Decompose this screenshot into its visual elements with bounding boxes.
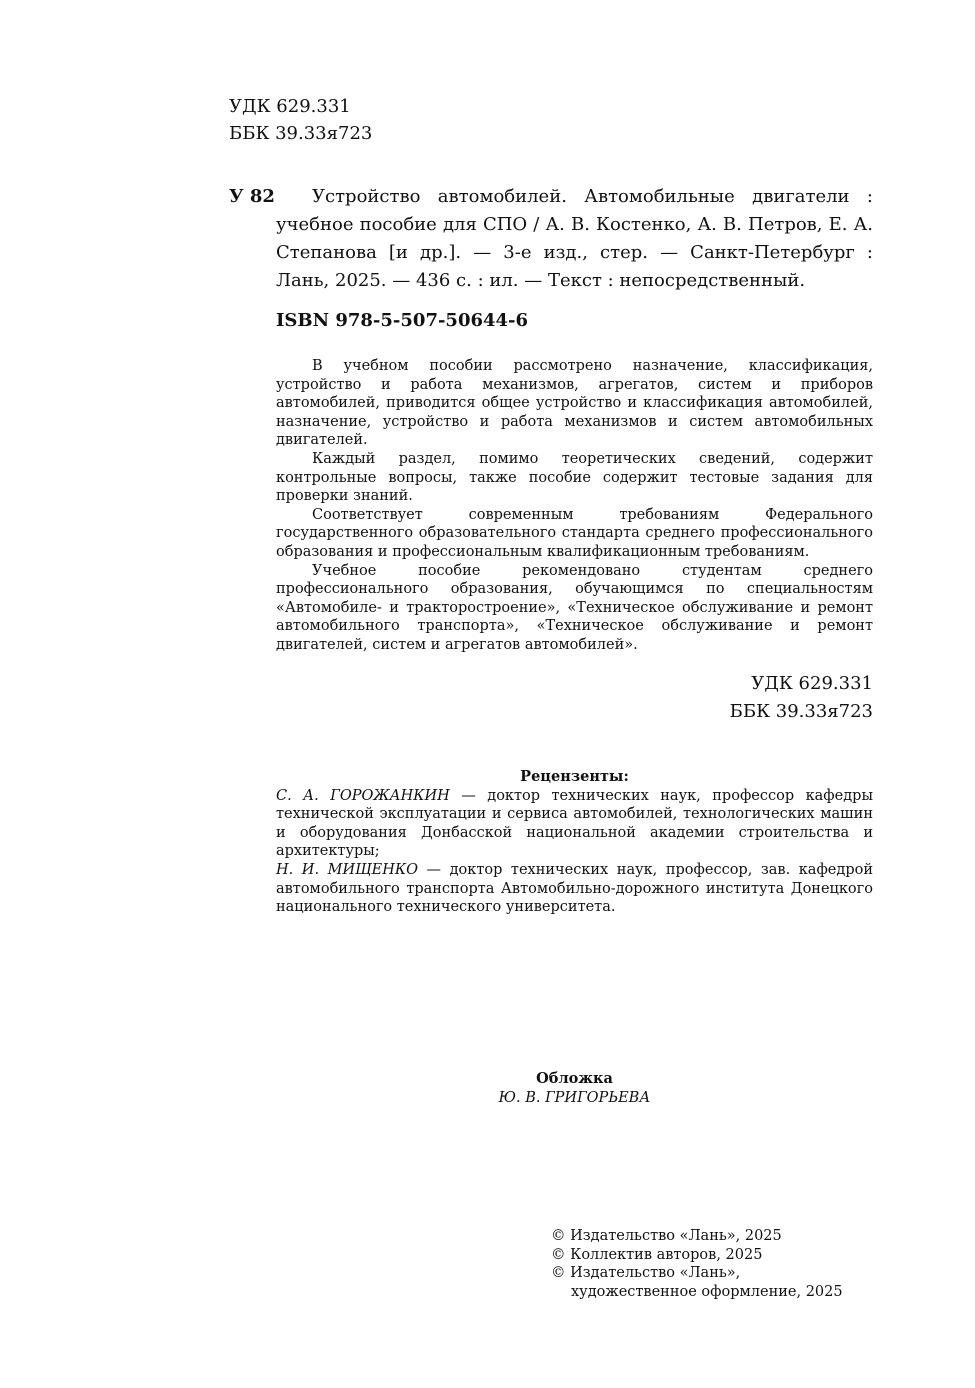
copyright-line: художественное оформление, 2025 bbox=[571, 1283, 843, 1300]
cover-artist: Ю. В. ГРИГОРЬЕВА bbox=[498, 1089, 651, 1106]
author-mark: У 82 bbox=[229, 186, 275, 207]
reviewer-entry bbox=[276, 861, 873, 917]
reviewer-name: Н. И. МИЩЕНКО bbox=[276, 861, 418, 878]
classification-codes-top bbox=[229, 93, 372, 147]
annotation-paragraph: Каждый раздел, помимо теоретических сведений, содержит контрольные вопросы, также пособие содержит тестовые задания для проверки знаний. bbox=[276, 450, 873, 505]
bbk-code: ББК 39.33я723 bbox=[229, 123, 373, 144]
cover-credit bbox=[276, 1070, 873, 1107]
annotation-paragraph: Соответствует современным требованиям Федерального государственного образовательного стандарта среднего профессионального образования и профессиональным квалификационным требованиям. bbox=[276, 506, 873, 560]
reviewer-description: — доктор технических наук, профессор, зав. кафедрой автомобильного транспорта Автомобильно-дорожного института Донецкого национального технического университета. bbox=[276, 861, 873, 916]
annotation-paragraph: В учебном пособии рассмотрено назначение, классификация, устройство и работа механизмов, агрегатов, систем и приборов автомобилей, приводится общее устройство и классификация автомобилей, назначение, устройство и работа механизмов и систем автомобильных двигателей. bbox=[276, 358, 873, 449]
reviewers-section bbox=[276, 768, 873, 917]
copyright-line: © Коллектив авторов, 2025 bbox=[551, 1246, 763, 1263]
udk-code: УДК 629.331 bbox=[751, 673, 873, 694]
classification-codes-bottom bbox=[730, 670, 873, 726]
annotation-paragraph: Учебное пособие рекомендовано студентам среднего профессионального образования, обучающимся по специальностям «Автомобиле- и тракторостроение», «Техническое обслуживание и ремонт автомобильного транспорта», «Техническое обслуживание и ремонт двигателей, систем и агрегатов автомобилей». bbox=[276, 562, 873, 653]
reviewer-entry bbox=[276, 787, 873, 861]
isbn: ISBN 978-5-507-50644-6 bbox=[276, 310, 529, 331]
copyright-block bbox=[551, 1227, 843, 1301]
reviewer-description: — доктор технических наук, профессор кафедры технической эксплуатации и сервиса автомобилей, технологических машин и оборудования Донбасской национальной академии строительства и архитектуры; bbox=[276, 787, 873, 860]
annotation bbox=[276, 357, 873, 655]
reviewers-heading: Рецензенты: bbox=[520, 768, 629, 785]
cover-heading: Обложка bbox=[536, 1070, 613, 1087]
udk-code: УДК 629.331 bbox=[229, 96, 351, 117]
copyright-line: © Издательство «Лань», 2025 bbox=[551, 1228, 782, 1244]
copyright-line: © Издательство «Лань», bbox=[551, 1265, 741, 1282]
bbk-code: ББК 39.33я723 bbox=[729, 701, 873, 722]
reviewer-name: С. А. ГОРОЖАНКИН bbox=[276, 787, 450, 804]
bibliographic-entry: Устройство автомобилей. Автомобильные двигатели : учебное пособие для СПО / А. В. Костенко, А. В. Петров, Е. А. Степанова [и др.]. — 3-е изд., стер. — Санкт-Петербург : Лань, 2025. — 436 с. : ил. — Текст : непосредственный. bbox=[276, 186, 873, 291]
